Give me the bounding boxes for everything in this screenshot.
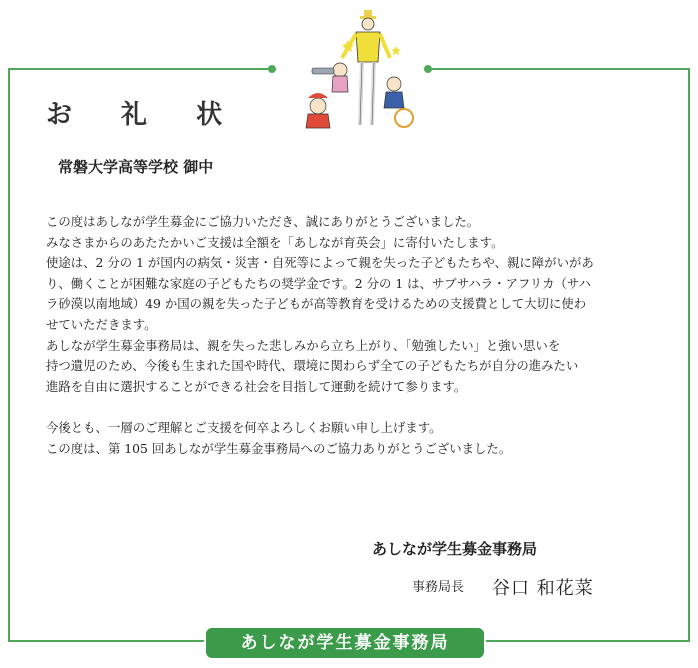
body-line: あしなが学生募金事務局は、親を失った悲しみから立ち上がり、「勉強したい」と強い思いを — [46, 337, 561, 353]
frame-dot-left — [268, 65, 276, 73]
frame-top-right — [428, 68, 690, 70]
frame-dot-right — [424, 65, 432, 73]
body-line: ラ砂漠以南地域）49 か国の親を失った子どもが高等教育を受けるための支援費として大切に使わ — [46, 296, 587, 312]
letter-title: お 礼 状 — [46, 100, 243, 130]
frame-left — [8, 68, 10, 642]
recipient: 常磐大学高等学校 御中 — [58, 158, 214, 176]
body-line: り、働くことが困難な家庭の子どもたちの奨学金です。2 分の 1 は、サブサハラ・アフリカ（サハ — [46, 275, 591, 291]
daddy-long-legs-illustration — [290, 10, 420, 135]
frame-top-left — [8, 68, 272, 70]
body-line: この度は、第 105 回あしなが学生募金事務局へのご協力ありがとうございました。 — [46, 440, 512, 456]
letter-body — [46, 212, 666, 460]
frame-bottom-left — [8, 640, 204, 642]
body-line: 持つ遺児のため、今後も生まれた国や時代、環境に関わらず全ての子どもたちが自分の進みたい — [46, 358, 579, 374]
body-line: 使途は、2 分の 1 が国内の病気・災害・自死等によって親を失った子どもたちや、親に障がいがあ — [46, 255, 594, 271]
paragraph-gap — [46, 397, 666, 418]
footer-badge: あしなが学生募金事務局 — [206, 628, 484, 658]
frame-bottom-right — [486, 640, 690, 642]
signature-title: 事務局長 — [412, 580, 465, 595]
signature-name: 谷口 和花菜 — [492, 578, 594, 599]
signature-organization: あしなが学生募金事務局 — [372, 540, 538, 558]
body-line: みなさまからのあたたかいご支援は全額を「あしなが育英会」に寄付いたします。 — [46, 234, 504, 250]
body-line: 今後とも、一層のご理解とご支援を何卒よろしくお願い申し上げます。 — [46, 420, 442, 436]
body-line: 進路を自由に選択することができる社会を目指して運動を続けて参ります。 — [46, 378, 467, 394]
frame-right — [688, 68, 690, 642]
body-line: この度はあしなが学生募金にご協力いただき、誠にありがとうございました。 — [46, 214, 480, 229]
body-line: せていただきます。 — [46, 316, 157, 332]
